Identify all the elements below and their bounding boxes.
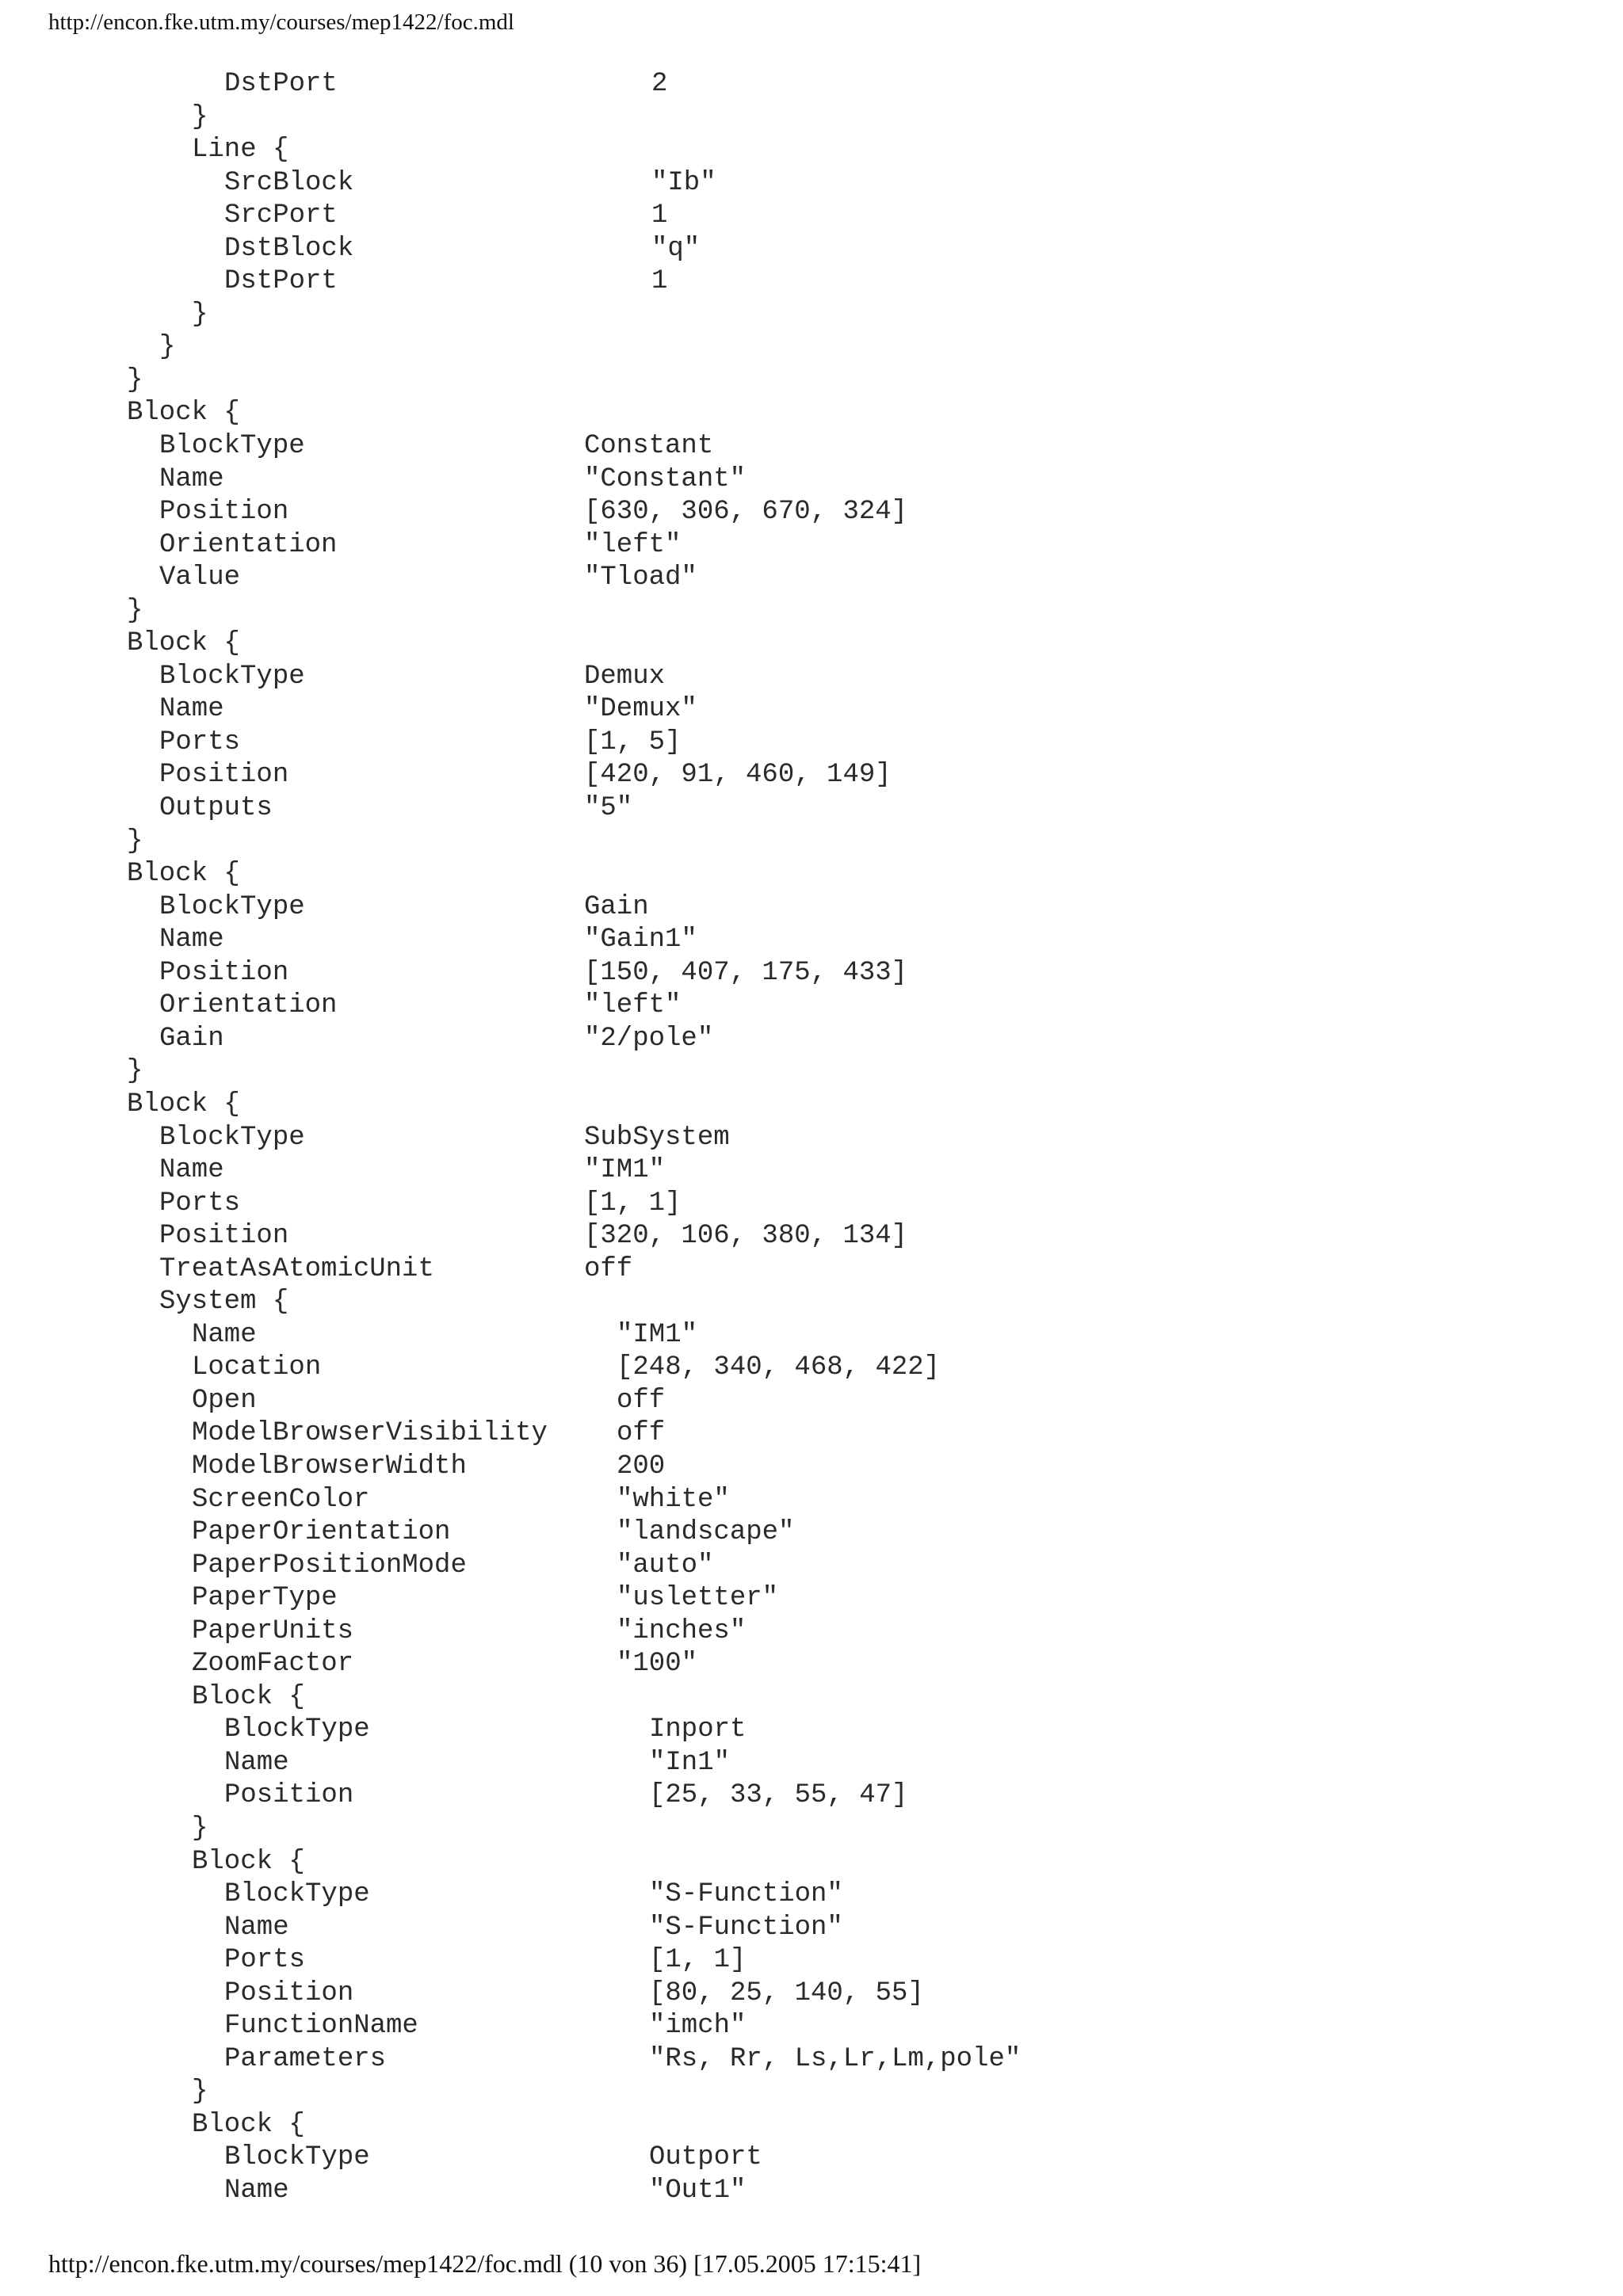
code-value: [1, 5] <box>584 727 682 757</box>
page-footer: http://encon.fke.utm.my/courses/mep1422/foc.mdl (10 von 36) [17.05.2005 17:15:41] <box>48 2249 922 2278</box>
code-value: "Out1" <box>649 2176 747 2206</box>
code-key: Position <box>159 957 289 988</box>
code-value: Inport <box>649 1714 747 1745</box>
code-value: "2/pole" <box>584 1023 714 1054</box>
code-brace: } <box>127 1056 143 1087</box>
code-key: Open <box>192 1385 257 1416</box>
code-value: "q" <box>651 233 701 264</box>
code-key: ScreenColor <box>192 1484 370 1515</box>
code-value: 1 <box>651 266 668 297</box>
code-key: Orientation <box>159 529 338 560</box>
code-value: "left" <box>584 990 682 1021</box>
code-value: [420, 91, 460, 149] <box>584 760 892 791</box>
code-key: Parameters <box>224 2043 387 2074</box>
code-key: BlockType <box>224 1714 370 1745</box>
code-key: SrcPort <box>224 200 338 231</box>
code-brace: Block { <box>192 1846 305 1877</box>
code-value: Outport <box>649 2142 762 2173</box>
code-key: Ports <box>159 727 241 757</box>
code-key: Outputs <box>159 793 273 824</box>
code-brace: Line { <box>192 135 289 166</box>
code-value: "S-Function" <box>649 1879 843 1910</box>
code-value: "Rs, Rr, Ls,Lr,Lm,pole" <box>649 2043 1022 2074</box>
code-key: Orientation <box>159 990 338 1021</box>
code-brace: System { <box>159 1287 289 1318</box>
code-key: PaperOrientation <box>192 1517 451 1548</box>
code-key: TreatAsAtomicUnit <box>159 1253 434 1284</box>
code-value: off <box>584 1253 633 1284</box>
code-key: PaperPositionMode <box>192 1550 467 1581</box>
code-key: ModelBrowserWidth <box>192 1451 467 1482</box>
code-brace: } <box>159 332 176 363</box>
code-key: Position <box>159 1221 289 1252</box>
code-value: "usletter" <box>617 1583 779 1614</box>
code-value: [150, 407, 175, 433] <box>584 957 908 988</box>
code-brace: } <box>192 1813 208 1844</box>
page-header-url: http://encon.fke.utm.my/courses/mep1422/foc.mdl <box>48 10 514 35</box>
code-brace: Block { <box>192 2109 305 2140</box>
code-key: PaperUnits <box>192 1615 354 1646</box>
code-key: SrcBlock <box>224 167 354 198</box>
code-key: Position <box>224 1978 354 2008</box>
code-value: 200 <box>617 1451 666 1482</box>
code-value: "S-Function" <box>649 1912 843 1943</box>
code-value: Gain <box>584 891 649 922</box>
code-value: "auto" <box>617 1550 714 1581</box>
code-brace: Block { <box>192 1681 305 1712</box>
code-key: Location <box>192 1352 322 1383</box>
code-brace: } <box>127 826 143 856</box>
code-key: Ports <box>159 1188 241 1219</box>
code-key: BlockType <box>159 891 305 922</box>
code-value: [25, 33, 55, 47] <box>649 1780 908 1811</box>
code-brace: } <box>192 299 208 330</box>
code-key: Ports <box>224 1945 306 1976</box>
code-value: "left" <box>584 529 682 560</box>
code-brace: Block { <box>127 1089 240 1119</box>
code-value: Constant <box>584 431 714 462</box>
code-key: BlockType <box>159 431 305 462</box>
code-key: DstPort <box>224 69 338 99</box>
code-key: Name <box>192 1319 257 1350</box>
code-value: Demux <box>584 661 666 692</box>
code-value: [630, 306, 670, 324] <box>584 497 908 528</box>
code-key: Name <box>224 2176 289 2206</box>
code-value: off <box>617 1418 666 1449</box>
code-value: "100" <box>617 1649 698 1680</box>
code-brace: } <box>192 2077 208 2107</box>
code-value: "white" <box>617 1484 730 1515</box>
code-value: "Demux" <box>584 694 697 725</box>
code-key: Position <box>224 1780 354 1811</box>
code-key: Name <box>159 463 224 494</box>
code-value: "landscape" <box>617 1517 795 1548</box>
code-brace: } <box>192 101 208 132</box>
code-value: "imch" <box>649 2011 747 2042</box>
code-value: [1, 1] <box>649 1945 747 1976</box>
code-key: Name <box>224 1912 289 1943</box>
code-value: [320, 106, 380, 134] <box>584 1221 908 1252</box>
code-value: "Ib" <box>651 167 716 198</box>
code-key: ZoomFactor <box>192 1649 354 1680</box>
code-value: "IM1" <box>584 1155 666 1186</box>
code-value: "IM1" <box>617 1319 698 1350</box>
code-value: SubSystem <box>584 1122 730 1153</box>
code-value: off <box>617 1385 666 1416</box>
code-key: DstPort <box>224 266 338 297</box>
code-key: BlockType <box>224 2142 370 2173</box>
code-value: "Tload" <box>584 563 697 593</box>
code-key: Name <box>224 1747 289 1778</box>
code-key: Position <box>159 497 289 528</box>
code-value: "Gain1" <box>584 925 697 955</box>
code-key: DstBlock <box>224 233 354 264</box>
code-key: BlockType <box>159 661 305 692</box>
code-value: 1 <box>651 200 668 231</box>
code-key: Position <box>159 760 289 791</box>
code-key: ModelBrowserVisibility <box>192 1418 548 1449</box>
code-key: FunctionName <box>224 2011 418 2042</box>
code-key: Name <box>159 925 224 955</box>
code-brace: Block { <box>127 859 240 890</box>
code-key: Name <box>159 1155 224 1186</box>
code-key: PaperType <box>192 1583 338 1614</box>
code-value: "In1" <box>649 1747 731 1778</box>
code-value: "5" <box>584 793 633 824</box>
code-key: BlockType <box>224 1879 370 1910</box>
code-brace: Block { <box>127 628 240 659</box>
code-value: [248, 340, 468, 422] <box>617 1352 941 1383</box>
code-key: BlockType <box>159 1122 305 1153</box>
code-brace: } <box>127 364 143 395</box>
code-value: "inches" <box>617 1615 747 1646</box>
code-value: [1, 1] <box>584 1188 682 1219</box>
code-key: Name <box>159 694 224 725</box>
code-brace: Block { <box>127 398 240 429</box>
code-value: 2 <box>651 69 668 99</box>
code-key: Value <box>159 563 241 593</box>
code-value: [80, 25, 140, 55] <box>649 1978 924 2008</box>
code-brace: } <box>127 595 143 626</box>
code-key: Gain <box>159 1023 224 1054</box>
code-value: "Constant" <box>584 463 747 494</box>
